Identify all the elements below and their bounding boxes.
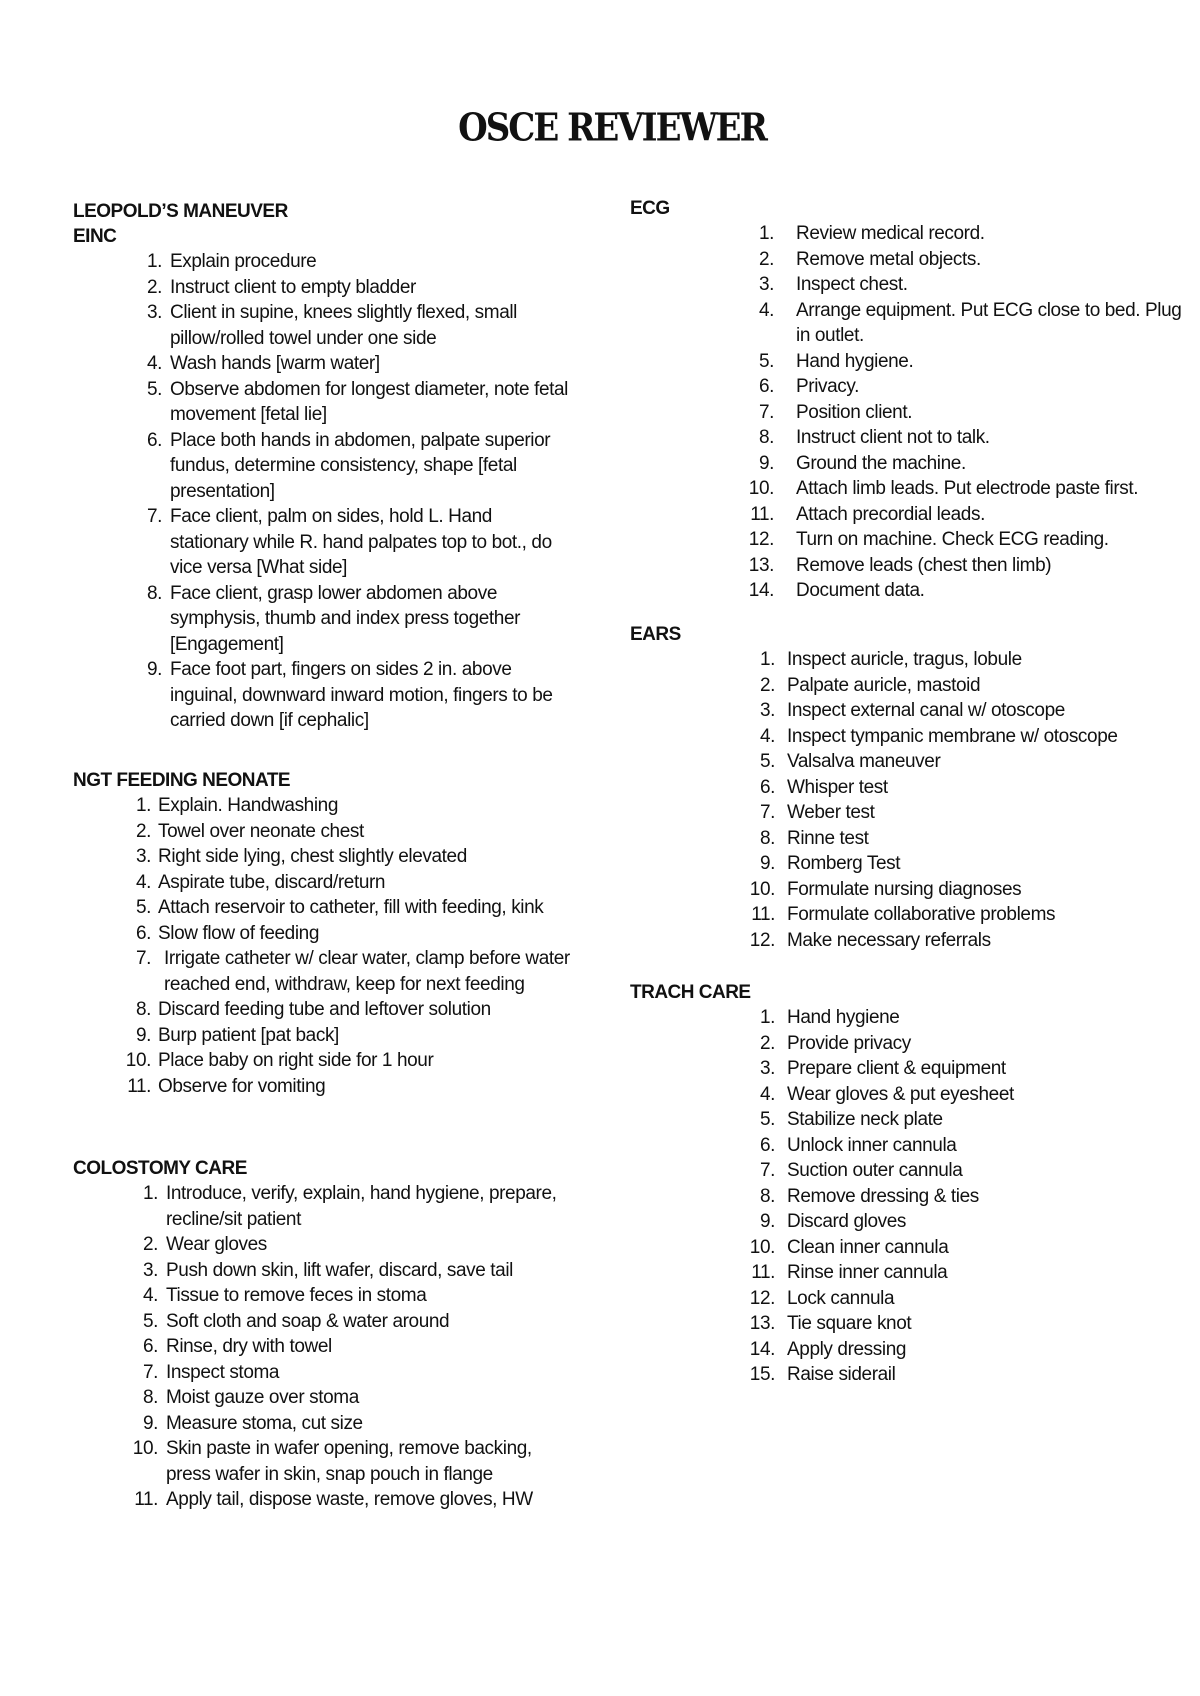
list-item [73,428,570,505]
list-item [73,351,570,377]
list-item [73,946,604,997]
list-item-number: 4. [146,353,162,374]
list-item-number: 3. [142,1259,158,1281]
list-item [73,1360,561,1386]
list-item-number: 4. [758,299,774,321]
list-item-text: Wear gloves & put eyesheet [787,1083,1014,1105]
step-list [73,249,593,734]
list-item [630,349,1191,375]
list-item-number: 5. [758,350,774,372]
section-colostomy-care [73,1156,593,1513]
list-item-text: Right side lying, chest slightly elevated [158,846,467,867]
list-item [73,997,598,1023]
list-item [630,851,1167,877]
list-item-text: Slow flow of feeding [158,922,319,944]
list-item-text: Turn on machine. Check ECG reading. [796,529,1109,550]
list-item [630,1362,1167,1388]
list-item [73,657,570,734]
list-item [73,895,598,921]
list-item [630,553,1191,579]
list-item-number: 3. [759,700,775,721]
section-title: LEOPOLD’S MANEUVER [73,201,288,222]
list-item-text: Face foot part, fingers on sides 2 in. above inguinal, downward inward motion, fingers to be carried down [if cephalic] [170,659,553,731]
list-item [73,249,570,275]
list-item-text: Formulate collaborative problems [787,904,1056,925]
list-item-text: Privacy. [796,376,859,397]
list-item-text: Introduce, verify, explain, hand hygiene, prepare, recline/sit patient [166,1183,557,1230]
list-item [73,275,570,301]
list-item-text: Clean inner cannula [787,1236,949,1258]
list-item-number: 6. [135,922,151,944]
list-item [73,1309,561,1335]
list-item [630,749,1167,775]
list-item-number: 1. [146,251,162,272]
list-item-text: Hand hygiene [787,1007,900,1028]
section-ecg [630,196,1182,604]
list-item-number: 10. [132,1438,158,1459]
list-item [630,502,1191,528]
list-item-number: 8. [759,827,775,849]
list-item [73,819,598,845]
list-item [630,1235,1167,1261]
list-item-number: 5. [146,378,162,400]
list-item-number: 13. [749,1313,775,1334]
list-item [73,1385,561,1411]
list-item-number: 9. [759,853,775,874]
list-item [73,1283,561,1309]
list-item-text: Client in supine, knees slightly flexed, small pillow/rolled towel under one side [170,302,517,349]
list-item-text: Discard gloves [787,1211,907,1232]
list-item [630,673,1167,699]
list-item-text: Remove dressing & ties [787,1185,979,1207]
list-item-number: 9. [759,1211,775,1232]
list-item [630,1005,1167,1031]
list-item-text: Face client, grasp lower abdomen above symphysis, thumb and index press together [Engagement] [170,582,521,655]
list-item-text: Review medical record. [796,223,985,244]
list-item-number: 1. [135,795,151,816]
list-item-text: Position client. [796,401,913,423]
list-item [630,1184,1167,1210]
list-item-text: Stabilize neck plate [787,1109,943,1130]
list-item-number: 6. [146,429,162,451]
list-item [73,844,598,870]
list-item-text: Rinse inner cannula [787,1262,948,1283]
list-item-number: 2. [759,1032,775,1054]
list-item-text: Inspect stoma [166,1361,280,1383]
section-title: ECG [630,198,670,219]
list-item-number: 14. [748,580,774,601]
list-item-text: Measure stoma, cut size [166,1412,363,1434]
list-item-text: Explain. Handwashing [158,795,339,816]
list-item [630,647,1167,673]
list-item [630,877,1167,903]
list-item-text: Discard feeding tube and leftover solution [158,999,491,1020]
list-item-number: 11. [751,904,775,925]
list-item [630,1209,1167,1235]
list-item [73,1258,561,1284]
list-item-text: Attach reservoir to catheter, fill with feeding, kink [158,897,544,918]
list-item [73,1487,561,1513]
list-item-number: 6. [759,1134,775,1156]
list-item-number: 9. [758,452,774,474]
list-item-number: 8. [759,1185,775,1207]
list-item-text: Wash hands [warm water] [170,353,380,374]
list-item-number: 8. [142,1387,158,1408]
list-item-text: Unlock inner cannula [787,1134,957,1156]
list-item-text: Whisper test [787,776,888,798]
list-item-number: 13. [748,554,774,576]
list-item [630,928,1167,954]
list-item-number: 9. [142,1412,158,1434]
section-title: TRACH CARE [630,982,751,1003]
list-item [73,1436,561,1487]
list-item-number: 8. [135,999,151,1020]
list-item [630,1056,1167,1082]
list-item-text: Lock cannula [787,1287,895,1309]
list-item-text: Place both hands in abdomen, palpate superior fundus, determine consistency, shape [fetal presentation] [170,429,551,502]
list-item-text: Inspect auricle, tragus, lobule [787,649,1022,670]
list-item [73,377,570,428]
list-item-text: Tie square knot [787,1313,912,1334]
list-item-number: 3. [758,274,774,295]
list-item [630,298,1191,349]
list-item-text: Wear gloves [166,1234,267,1255]
list-item [630,425,1191,451]
list-item-number: 7. [135,948,151,969]
list-item-text: Apply dressing [787,1338,907,1360]
list-item-text: Valsalva maneuver [787,751,941,772]
list-item [630,800,1167,826]
list-item-number: 1. [758,223,774,244]
list-item-text: Hand hygiene. [796,350,914,372]
list-item-text: Soft cloth and soap & water around [166,1310,450,1332]
list-item-text: Arrange equipment. Put ECG close to bed. Plug in outlet. [796,299,1182,346]
section-ngt-feeding-neonate [73,768,593,1099]
list-item [73,870,598,896]
section-trach-care [630,980,1150,1388]
list-item-text: Suction outer cannula [787,1160,963,1181]
list-item [630,724,1167,750]
list-item-text: Formulate nursing diagnoses [787,878,1022,900]
list-item-text: Inspect tympanic membrane w/ otoscope [787,725,1118,747]
list-item-number: 10. [749,1236,775,1258]
list-item [630,272,1191,298]
list-item [73,1023,598,1049]
list-item [630,1031,1167,1057]
list-item-number: 2. [135,820,151,842]
list-item-number: 1. [142,1183,158,1204]
list-item [630,1133,1167,1159]
list-item-text: Instruct client to empty bladder [170,276,416,298]
list-item-text: Attach limb leads. Put electrode paste first. [796,478,1139,499]
list-item-number: 1. [759,1007,775,1028]
list-item [630,902,1167,928]
list-item [630,247,1191,273]
list-item-text: Towel over neonate chest [158,820,364,842]
list-item-text: Observe for vomiting [158,1075,326,1097]
list-item-number: 15. [749,1364,775,1385]
list-item-number: 11. [750,503,774,525]
list-item [73,504,570,581]
list-item [630,826,1167,852]
step-list [630,221,1182,604]
list-item-text: Burp patient [pat back] [158,1024,339,1046]
list-item [73,1074,598,1100]
list-item-text: Explain procedure [170,251,317,272]
section-title: NGT FEEDING NEONATE [73,770,291,791]
list-item-text: Document data. [796,580,925,601]
list-item-number: 3. [759,1058,775,1079]
list-item-number: 4. [135,871,151,893]
list-item-text: Remove leads (chest then limb) [796,554,1052,576]
step-list [73,1181,593,1513]
section-title: EARS [630,624,681,645]
list-item-text: Raise siderail [787,1364,896,1385]
list-item-number: 12. [748,529,774,550]
list-item [73,921,598,947]
step-list [630,647,1150,953]
list-item-number: 9. [135,1024,151,1046]
list-item [630,400,1191,426]
list-item [630,1286,1167,1312]
step-list [630,1005,1150,1388]
list-item-text: Face client, palm on sides, hold L. Hand stationary while R. hand palpates top to bot., do vice versa [What side] [170,506,552,578]
list-item-number: 10. [749,878,775,900]
list-item-number: 3. [146,302,162,323]
list-item-number: 6. [142,1336,158,1357]
list-item-number: 7. [146,506,162,527]
list-item [630,451,1191,477]
list-item-number: 7. [142,1361,158,1383]
list-item-number: 5. [142,1310,158,1332]
list-item-text: Instruct client not to talk. [796,427,990,448]
list-item [630,476,1191,502]
list-item-number: 12. [749,929,775,951]
list-item-text: Ground the machine. [796,452,966,474]
list-item-number: 11. [134,1489,158,1510]
list-item-text: Apply tail, dispose waste, remove gloves, HW [166,1489,533,1510]
list-item-number: 8. [758,427,774,448]
list-item-number: 7. [759,802,775,823]
list-item-text: Remove metal objects. [796,248,981,270]
section-ears [630,622,1150,953]
list-item-text: Weber test [787,802,875,823]
list-item-number: 10. [748,478,774,499]
list-item-number: 3. [135,846,151,867]
list-item-text: Aspirate tube, discard/return [158,871,386,893]
list-item [73,1411,561,1437]
list-item-text: Attach precordial leads. [796,503,985,525]
list-item-text: Inspect chest. [796,274,908,295]
list-item-text: Moist gauze over stoma [166,1387,359,1408]
list-item [630,1260,1167,1286]
list-item-text: Romberg Test [787,853,901,874]
list-item-number: 4. [142,1285,158,1306]
list-item-number: 7. [758,401,774,423]
list-item [630,527,1191,553]
list-item-number: 5. [759,1109,775,1130]
list-item [630,1082,1167,1108]
list-item-number: 5. [759,751,775,772]
list-item [630,221,1191,247]
list-item-number: 14. [749,1338,775,1360]
list-item [630,1107,1167,1133]
list-item [630,374,1191,400]
list-item-text: Palpate auricle, mastoid [787,674,981,696]
list-item-number: 11. [127,1075,151,1097]
list-item-number: 2. [142,1234,158,1255]
list-item-number: 1. [759,649,775,670]
list-item [73,581,570,658]
step-list [73,793,593,1099]
list-item-text: Inspect external canal w/ otoscope [787,700,1065,721]
list-item [73,1334,561,1360]
list-item-number: 6. [758,376,774,397]
section-title: COLOSTOMY CARE [73,1158,247,1179]
list-item [73,1048,598,1074]
page-title: OSCE REVIEWER [458,105,766,151]
list-item-text: Rinse, dry with towel [166,1336,332,1357]
list-item-text: Rinne test [787,827,869,849]
list-item-number: 6. [759,776,775,798]
list-item [73,1232,561,1258]
list-item [630,578,1191,604]
list-item [73,793,598,819]
list-item-number: 7. [759,1160,775,1181]
list-item-text: Tissue to remove feces in stoma [166,1285,427,1306]
list-item-number: 2. [758,248,774,270]
list-item-number: 4. [759,725,775,747]
list-item-number: 4. [759,1083,775,1105]
list-item [630,698,1167,724]
list-item-number: 8. [146,582,162,604]
list-item [73,1181,561,1232]
list-item-number: 5. [135,897,151,918]
list-item [630,775,1167,801]
list-item-text: Make necessary referrals [787,929,991,951]
list-item-text: Provide privacy [787,1032,911,1054]
list-item-text: Observe abdomen for longest diameter, note fetal movement [fetal lie] [170,378,568,425]
list-item-text: Skin paste in wafer opening, remove backing, press wafer in skin, snap pouch in flange [166,1438,532,1485]
list-item-number: 11. [751,1262,775,1283]
list-item [73,300,570,351]
list-item [630,1311,1167,1337]
list-item [630,1337,1167,1363]
section-subtitle: EINC [73,226,117,247]
list-item-text: Push down skin, lift wafer, discard, save tail [166,1259,513,1281]
list-item-number: 2. [759,674,775,696]
list-item-number: 2. [146,276,162,298]
list-item-text: Prepare client & equipment [787,1058,1006,1079]
section-leopold-s-maneuver [73,199,593,734]
list-item [630,1158,1167,1184]
list-item-number: 9. [146,659,162,680]
list-item-number: 10. [125,1050,151,1071]
list-item-text: Place baby on right side for 1 hour [158,1050,434,1071]
list-item-number: 12. [749,1287,775,1309]
list-item-text: Irrigate catheter w/ clear water, clamp before water reached end, withdraw, keep for next feeding [164,948,570,995]
